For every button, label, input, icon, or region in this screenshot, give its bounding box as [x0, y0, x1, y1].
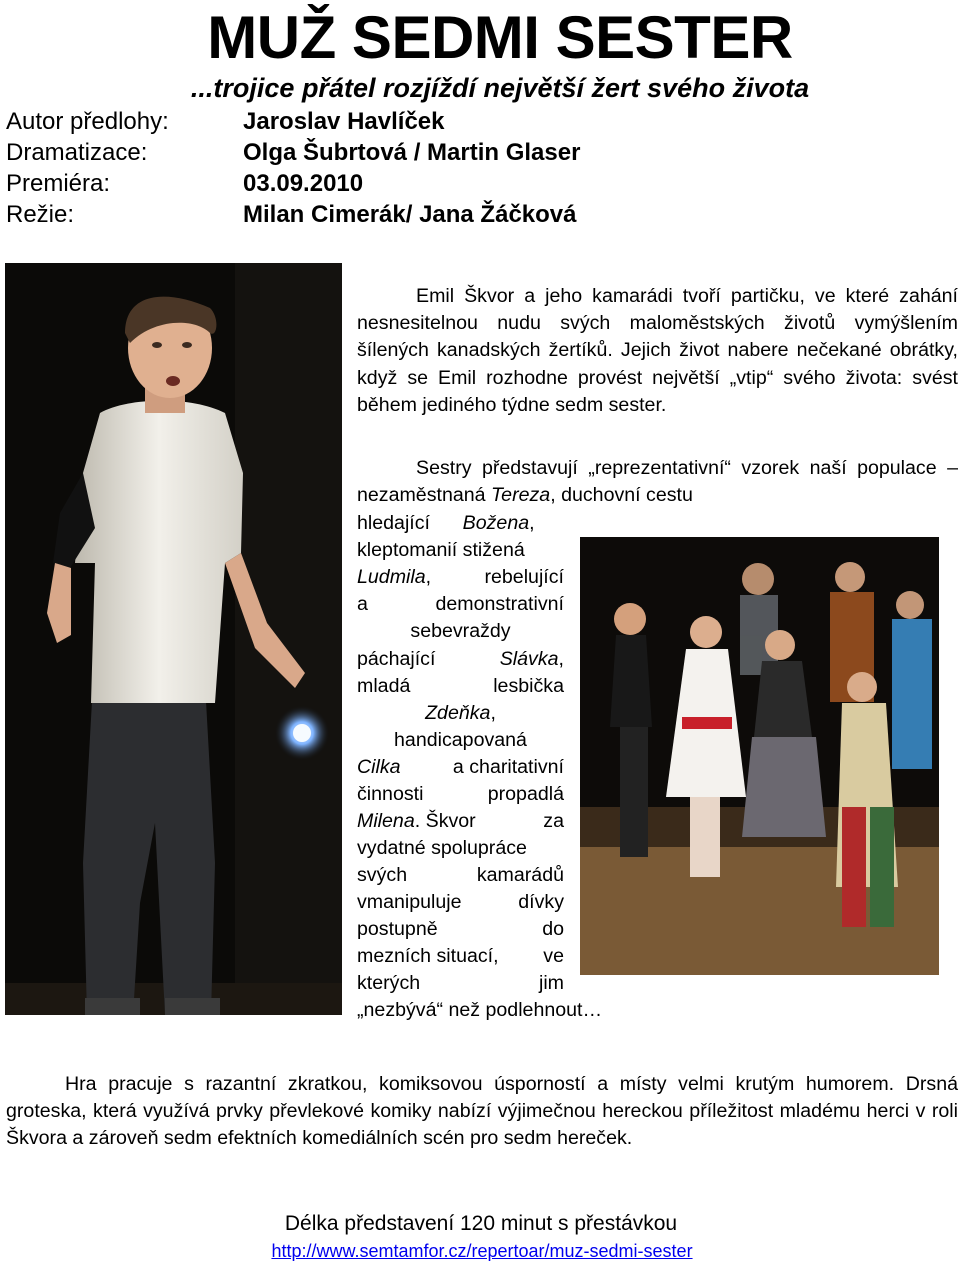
sisters-line-13: [357, 835, 564, 862]
sisters-word: mezních situací,: [357, 945, 499, 967]
sister-name-bozena: Božena: [462, 512, 530, 534]
sisters-intro-text: Sestry představují „reprezentativní“ vzorek naší populace – nezaměstnaná: [357, 457, 958, 507]
paragraph-sisters-intro: [357, 455, 958, 509]
sisters-word: ,: [425, 566, 432, 588]
sisters-word: handicapovaná: [394, 729, 527, 751]
sisters-line-17: [357, 943, 564, 970]
sister-name-tereza: Tereza: [491, 484, 551, 507]
sisters-word: ,: [490, 702, 496, 724]
sister-name-slavka: Slávka: [499, 648, 559, 670]
sisters-line-2: [357, 537, 564, 564]
credit-label-direction: Režie:: [6, 201, 75, 228]
sisters-line-12: [357, 808, 564, 835]
sisters-word: stižená: [462, 539, 525, 561]
sisters-word: ,: [558, 648, 564, 670]
sister-name-cilka: Cilka: [357, 756, 401, 778]
sisters-word: kamarádů: [476, 864, 564, 886]
page-title: MUŽ SEDMI SESTER: [207, 4, 793, 71]
sisters-word: propadlá: [487, 783, 564, 805]
sisters-word: za: [543, 810, 564, 832]
sister-name-zdenka: Zdeňka: [425, 702, 491, 724]
sisters-word: ve: [543, 945, 564, 967]
sisters-word: vydatné spolupráce: [357, 837, 527, 859]
credit-label-author: Autor předlohy:: [6, 108, 169, 135]
sisters-line-14: [357, 862, 564, 889]
sisters-word: svých: [357, 864, 408, 886]
sisters-word: kleptomanií: [357, 539, 458, 561]
sister-name-milena: Milena: [357, 810, 415, 832]
sisters-word: a: [357, 593, 368, 615]
actor-figure: [5, 263, 342, 1015]
sisters-word: . Škvor: [414, 810, 476, 832]
sisters-word: činnosti: [357, 783, 424, 805]
credit-value-author: Jaroslav Havlíček: [243, 108, 445, 135]
sisters-figures: [580, 537, 939, 975]
group-photo: [580, 537, 939, 975]
sisters-word: mladá: [357, 675, 411, 697]
sisters-text-after-tereza: , duchovní cestu: [550, 484, 693, 507]
sisters-word: ,: [529, 512, 535, 534]
sisters-line-15: [357, 889, 564, 916]
sisters-word: rebelující: [484, 566, 564, 588]
footer-link-container: [0, 1238, 960, 1264]
sisters-word: demonstrativní: [435, 593, 564, 615]
sisters-line-11: [357, 781, 564, 808]
performance-length: Délka představení 120 minut s přestávkou: [284, 1212, 678, 1235]
credit-label-dramatization: Dramatizace:: [6, 139, 148, 166]
sisters-line-7: [357, 673, 564, 700]
sisters-line-4: [357, 591, 564, 618]
sisters-word: kterých: [357, 972, 421, 994]
sisters-line-5: [357, 618, 564, 645]
sisters-word: jim: [538, 972, 564, 994]
sisters-line-9: [357, 727, 564, 754]
sisters-word: lesbička: [493, 675, 564, 697]
paragraph-style: Hra pracuje s razantní zkratkou, komiksovou úsporností a místy velmi krutým humorem. Drsná groteska, která využívá prvky převlekové komiky nabízí výjimečnou hereckou příležitost mladému herci v roli Škvora a zároveň sedm efektních komediálních scén pro sedm hereček.: [6, 1073, 958, 1150]
sisters-line-19: [357, 997, 677, 1024]
sisters-word: dívky: [518, 891, 564, 913]
repertoire-link[interactable]: http://www.semtamfor.cz/repertoar/muz-sedmi-sester: [271, 1241, 693, 1261]
sisters-line-1: [357, 510, 564, 537]
sisters-word: vmanipuluje: [357, 891, 462, 913]
credit-value-direction: Milan Cimerák/ Jana Žáčková: [243, 201, 577, 228]
sisters-line-18: [357, 970, 564, 997]
credit-value-dramatization: Olga Šubrtová / Martin Glaser: [243, 139, 581, 166]
sisters-line-6: [357, 646, 564, 673]
sisters-word: do: [542, 918, 564, 940]
credit-label-premiere: Premiéra:: [6, 170, 111, 197]
sisters-word: páchající: [357, 648, 436, 670]
sister-name-ludmila: Ludmila: [357, 566, 426, 588]
sisters-word: „nezbývá“ než podlehnout…: [357, 999, 603, 1021]
sisters-line-8: [357, 700, 564, 727]
actor-photo: [5, 263, 342, 1015]
sisters-word: hledající: [357, 512, 430, 534]
sisters-line-10: [357, 754, 564, 781]
paragraph-plot: Emil Škvor a jeho kamarádi tvoří partičku, ve které zahání nesnesitelnou nudu svých maloměstských životů vymýšlením šílených kanadských žertíků. Jejich život nabere nečekané obrátky, když se Emil rozhodne provést největší „vtip“ svého života: svést během jediného týdne sedm sester.: [357, 285, 958, 416]
credit-value-premiere: 03.09.2010: [243, 170, 364, 197]
sisters-line-16: [357, 916, 564, 943]
sisters-word: a charitativní: [452, 756, 564, 778]
sisters-line-3: [357, 564, 564, 591]
sisters-word: sebevraždy: [410, 620, 511, 642]
page-subtitle: ...trojice přátel rozjíždí největší žert svého života: [190, 73, 810, 103]
sisters-word: postupně: [357, 918, 438, 940]
